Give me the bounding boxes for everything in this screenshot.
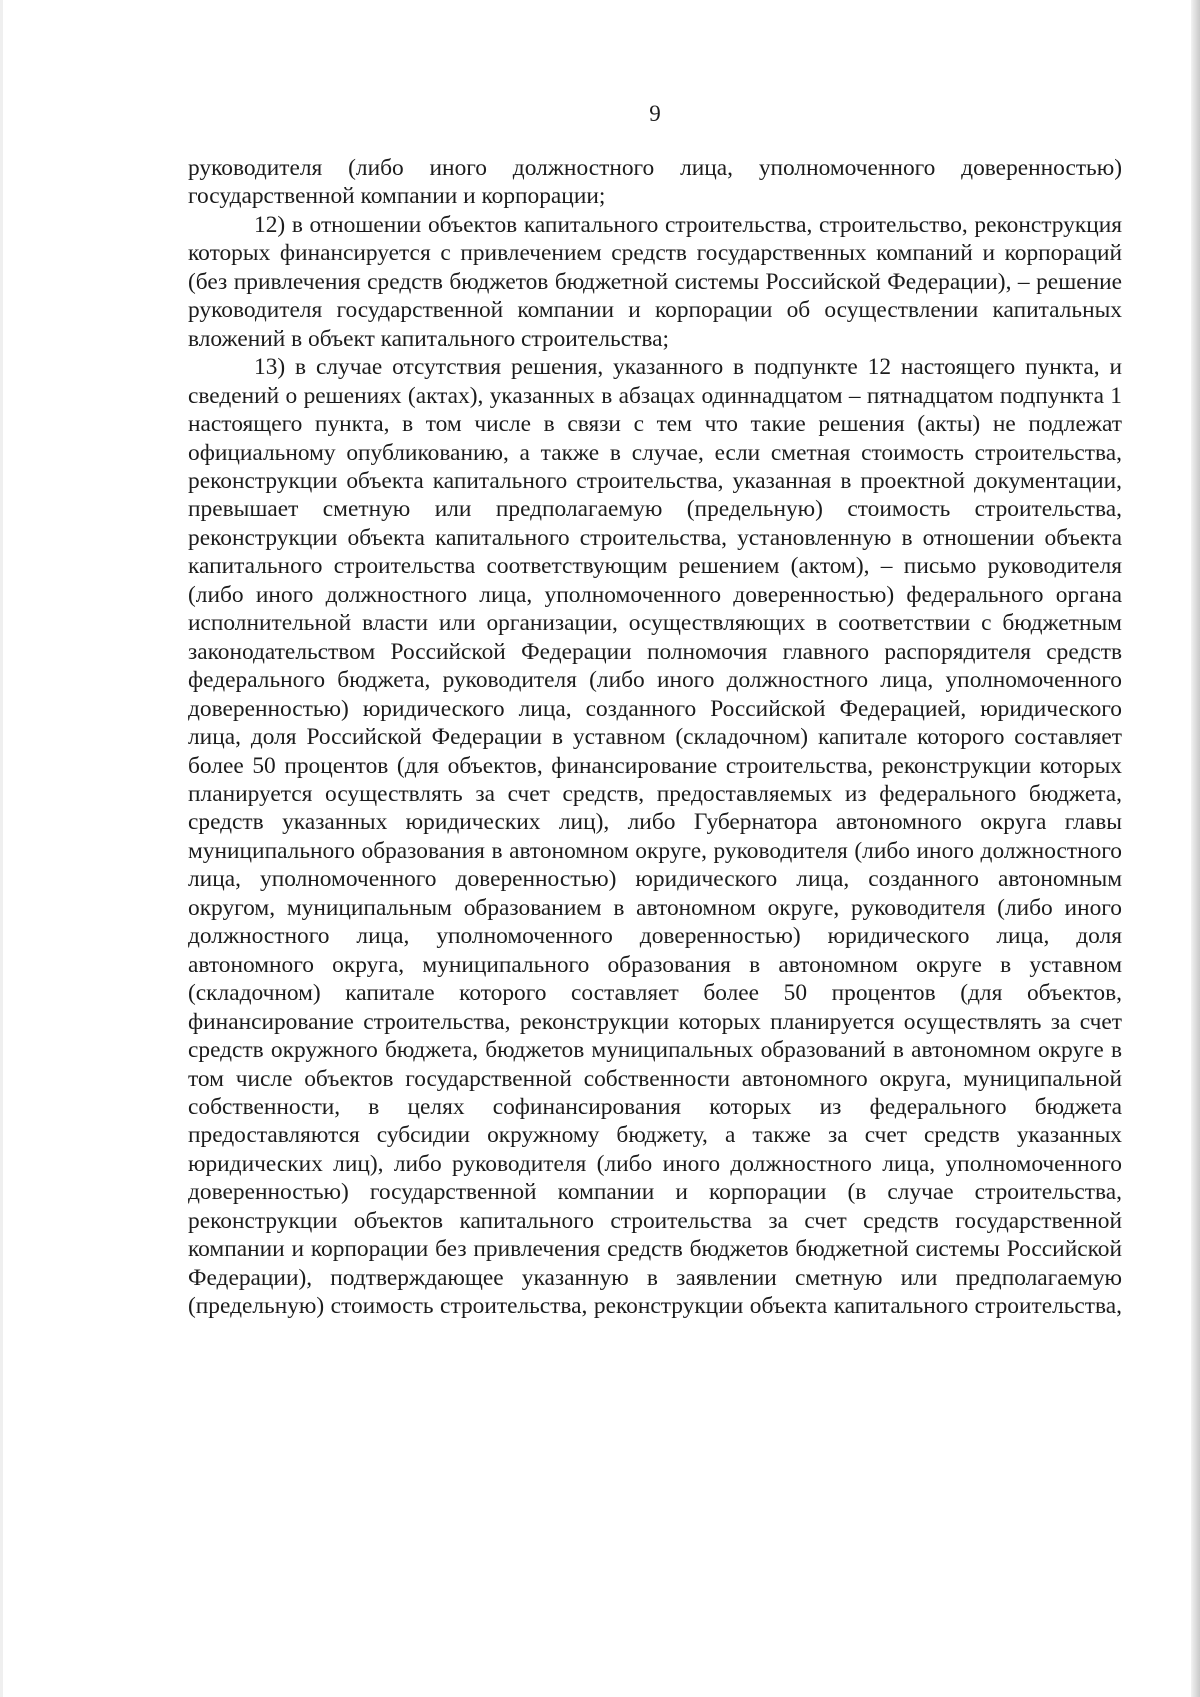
paragraph-item-12: 12) в отношении объектов капитального строительства, строительство, реконструкция которых финансируется с привлечением средств государственных компаний и корпораций (без привлечения средств бюджетов бюджетной системы Российской Федерации), – решение руководителя государственной компании и корпорации об осуществлении капитальных вложений в объект капитального строительства; — [188, 211, 1122, 352]
paragraph-item-13: 13) в случае отсутствия решения, указанного в подпункте 12 настоящего пункта, и сведений о решениях (актах), указанных в абзацах одиннадцатом – пятнадцатом подпункта 1 настоящего пункта, в том числе в связи с тем что такие решения (акты) не подлежат официальному опубликованию, а также в случае, если сметная стоимость строительства, реконструкции объекта капитального строительства, указанная в проектной документации, превышает сметную или предполагаемую (предельную) стоимость строительства, реконструкции объекта капитального строительства, установленную в отношении объекта капитального строительства соответствующим решением (актом), – письмо руководителя (либо иного должностного лица, уполномоченного доверенностью) федерального органа исполнительной власти или организации, осуществляющих в соответствии с бюджетным законодательством Российской Федерации полномочия главного распорядителя средств федерального бюджета, руководителя (либо иного должностного лица, уполномоченного доверенностью) юридического лица, созданного Российской Федерацией, юридического лица, доля Российской Федерации в уставном (складочном) капитале которого составляет более 50 процентов (для объектов, финансирование строительства, реконструкции которых планируется осуществлять за счет средств, предоставляемых из федерального бюджета, средств указанных юридических лиц), либо Губернатора автономного округа главы муниципального образования в автономном округе, руководителя (либо иного должностного лица, уполномоченного доверенностью) юридического лица, созданного автономным округом, муниципальным образованием в автономном округе, руководителя (либо иного должностного лица, уполномоченного доверенностью) юридического лица, доля автономного округа, муниципального образования в автономном округе в уставном (складочном) капитале которого составляет более 50 процентов (для объектов, финансирование строительства, реконструкции которых планируется осуществлять за счет средств окружного бюджета, бюджетов муниципальных образований в автономном округе в том числе объектов государственной собственности автономного округа, муниципальной собственности, в целях софинансирования которых из федерального бюджета предоставляются субсидии окружному бюджету, а также за счет средств указанных юридических лиц), либо руководителя (либо иного должностного лица, уполномоченного доверенностью) государственной компании и корпорации (в случае строительства, реконструкции объектов капитального строительства за счет средств государственной компании и корпорации без привлечения средств бюджетов бюджетной системы Российской Федерации), подтверждающее указанную в заявлении сметную или предполагаемую (предельную) стоимость строительства, реконструкции объекта капитального строительства, — [188, 354, 1122, 1320]
paragraph-continuation: руководителя (либо иного должностного лица, уполномоченного доверенностью) государственной компании и корпорации; — [188, 155, 1122, 210]
scan-right-edge — [1191, 0, 1200, 1697]
document-body — [188, 154, 1122, 1321]
page-number: 9 — [649, 101, 661, 126]
scan-left-edge — [0, 0, 3, 1697]
